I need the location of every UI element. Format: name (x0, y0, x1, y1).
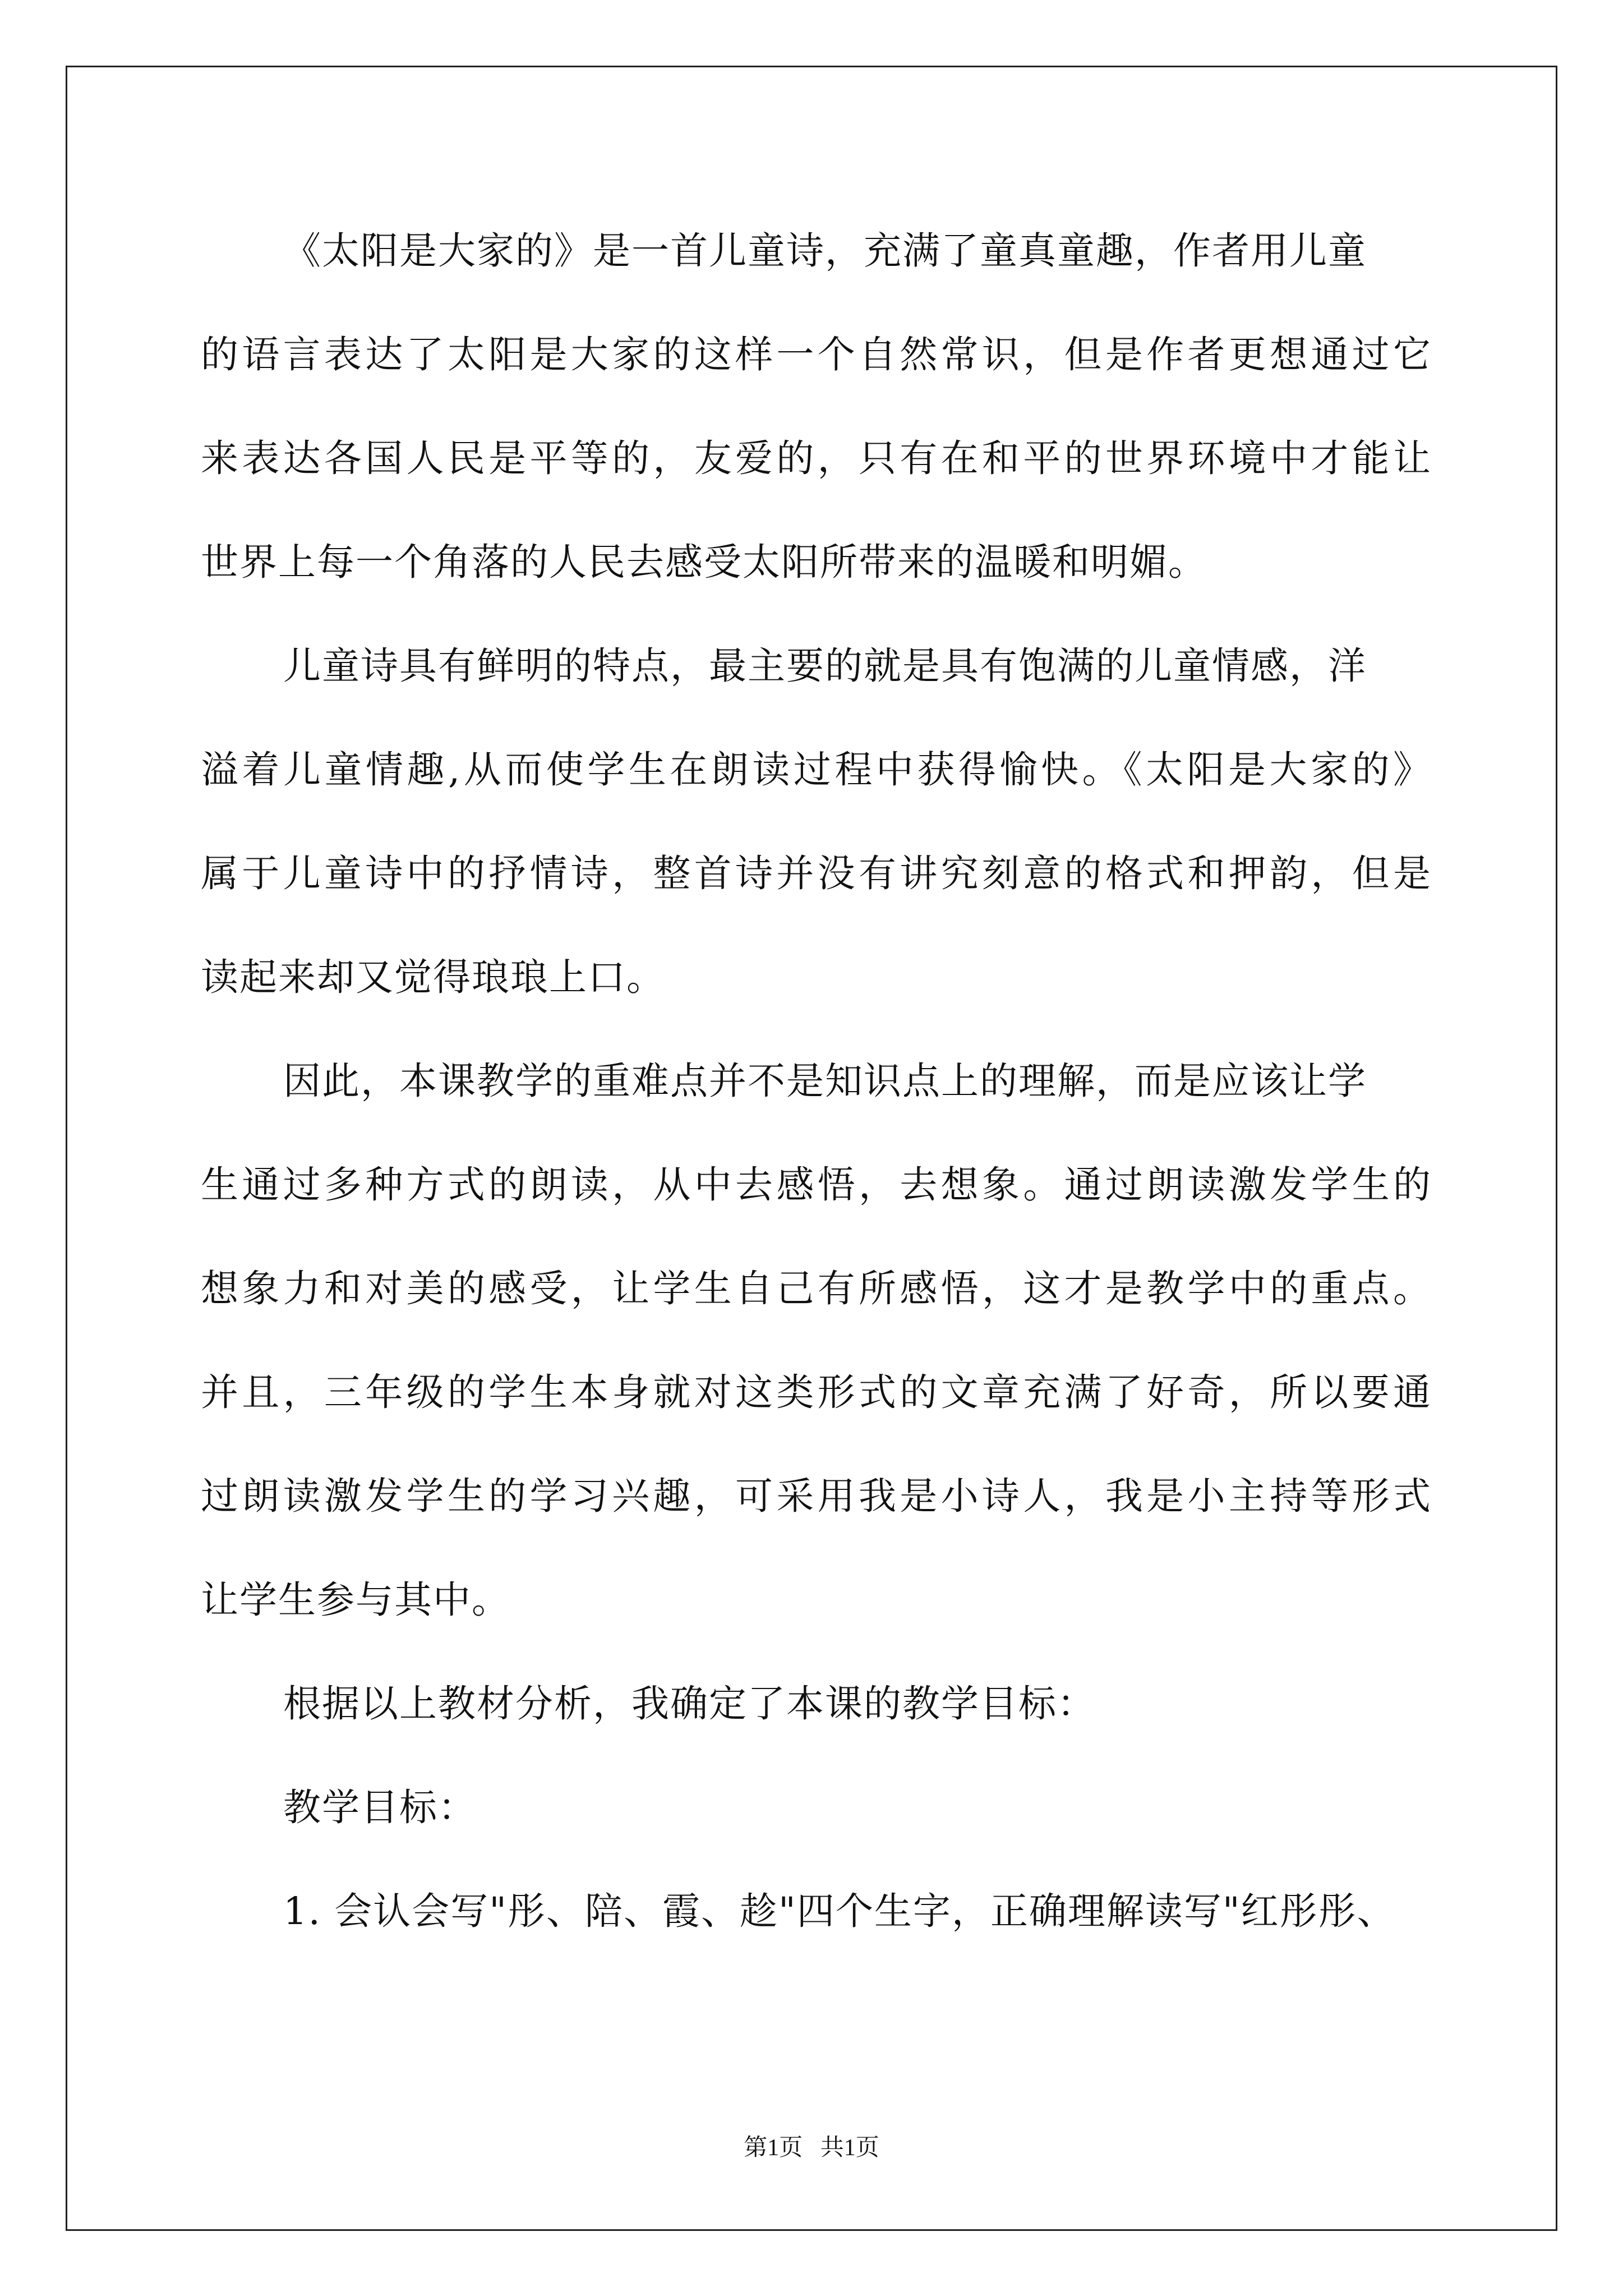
text-line: 过朗读激发学生的学习兴趣，可采用我是小诗人，我是小主持等形式 (201, 1474, 1432, 1518)
text-line: 读起来却又觉得琅琅上口。 (201, 955, 665, 999)
text-line: 教学目标： (283, 1786, 477, 1829)
text-line: 因此，本课教学的重难点并不是知识点上的理解，而是应该让学 (283, 1059, 1367, 1103)
text-line: 的语言表达了太阳是大家的这样一个自然常识，但是作者更想通过它 (201, 333, 1432, 376)
text-line: 生通过多种方式的朗读，从中去感悟，去想象。通过朗读激发学生的 (201, 1163, 1432, 1207)
text-line: 想象力和对美的感受，让学生自己有所感悟，这才是教学中的重点。 (201, 1267, 1432, 1310)
page-footer: 第1页 共1页 (744, 2135, 879, 2161)
text-line: 属于儿童诗中的抒情诗，整首诗并没有讲究刻意的格式和押韵，但是 (201, 852, 1432, 895)
text-line: 根据以上教材分析，我确定了本课的教学目标： (283, 1682, 1096, 1726)
text-line: 并且，三年级的学生本身就对这类形式的文章充满了好奇，所以要通 (201, 1370, 1432, 1414)
text-line: 让学生参与其中。 (201, 1578, 510, 1622)
text-line: 儿童诗具有鲜明的特点，最主要的就是具有饱满的儿童情感，洋 (283, 644, 1367, 688)
text-line: 《太阳是大家的》是一首儿童诗，充满了童真童趣，作者用儿童 (283, 229, 1367, 273)
text-line: 溢着儿童情趣,从而使学生在朗读过程中获得愉快。《太阳是大家的》 (201, 748, 1432, 792)
text-line: 1. 会认会写"彤、陪、霞、趁"四个生字，正确理解读写"红彤彤、 (283, 1889, 1396, 1933)
text-line: 来表达各国人民是平等的，友爱的，只有在和平的世界环境中才能让 (201, 436, 1432, 480)
text-line: 世界上每一个角落的人民去感受太阳所带来的温暖和明媚。 (201, 540, 1207, 584)
